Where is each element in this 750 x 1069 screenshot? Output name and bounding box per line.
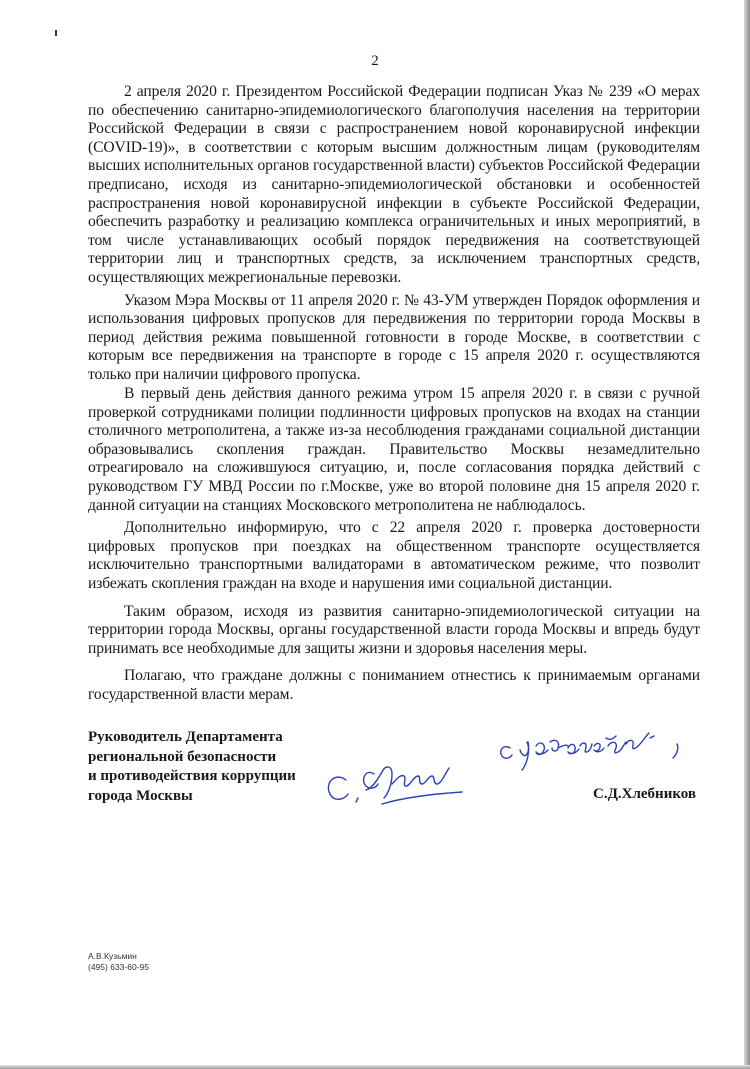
corner-mark bbox=[55, 30, 57, 36]
paragraph-decree-239: 2 апреля 2020 г. Президентом Российской Федерации подписан Указ № 239 «О мерах по обеспечению санитарно-эпидемиологического благополучия населения на территории Российской Федерации в связи с распространением новой коронавирусной инфекции (COVID-19)», в соответствии с которым высшим должностным лицам (руководителям высших исполнительных органов государственной власти) субъектов Российской Федерации предписано, исходя из санитарно-эпидемиологической обстановки и особенностей распространения новой коронавирусной инфекции в субъекте Российской Федерации, обеспечить разработку и реализацию комплекса ограничительных и иных мероприятий, в том числе устанавливающих особый порядок передвижения на соответствующей территории лиц и транспортных средств, за исключением транспортных средств, осуществляющих межрегиональные перевозки. bbox=[88, 83, 700, 286]
signatory-title-line: и противодействия коррупции bbox=[88, 768, 296, 784]
page-bottom-shadow bbox=[0, 1065, 750, 1069]
signatory-title-line: города Москвы bbox=[88, 787, 193, 804]
executor-name: А.В.Кузьмин bbox=[88, 951, 137, 961]
executor-phone: (495) 633-60-95 bbox=[88, 962, 149, 972]
signatory-title-line: Руководитель Департамента bbox=[88, 729, 283, 745]
executor-info bbox=[88, 951, 149, 973]
signatory-title-line: региональной безопасности bbox=[88, 748, 277, 765]
paragraph-mayor-decree: Указом Мэра Москвы от 11 апреля 2020 г. № 43-УМ утвержден Порядок оформления и использования цифровых пропусков для передвижения по территории города Москвы в период действия режима повышенной готовности в городе Москве, в соответствии с которым все передвижения на транспорте в городе с 15 апреля 2020 г. осуществляются только при наличии цифрового пропуска. bbox=[88, 291, 700, 383]
page-number: 2 bbox=[371, 53, 379, 69]
paragraph-first-day: В первый день действия данного режима утром 15 апреля 2020 г. в связи с ручной проверкой сотрудниками полиции подлинности цифровых пропусков на входах на станции столичного метрополитена, а также из-за несоблюдения гражданами социальной дистанции образовывались скопления граждан. Правительство Москвы незамедлительно отреагировало на сложившуюся ситуацию, и, после согласования порядка действий с руководством ГУ МВД России по г.Москве, уже во второй половине дня 15 апреля 2020 г. данной ситуации на станциях Московского метрополитена не наблюдалось. bbox=[88, 385, 700, 514]
signatory-title bbox=[88, 728, 348, 806]
paragraph-closing: Полагаю, что граждане должны с пониманием отнестись к принимаемым органами государственной власти мерам. bbox=[88, 667, 700, 703]
signer-name: С.Д.Хлебников bbox=[593, 786, 697, 802]
paragraph-conclusion: Таким образом, исходя из развития санитарно-эпидемиологической ситуации на территории города Москвы, органы государственной власти города Москвы и впредь будут принимать все необходимые для защиты жизни и здоровья населения меры. bbox=[88, 602, 700, 657]
paragraph-validators: Дополнительно информирую, что с 22 апреля 2020 г. проверка достоверности цифровых пропусков при поездках на общественном транспорте осуществляется исключительно транспортными валидаторами в автоматическом режиме, что позволит избежать скопления граждан на входе и нарушения ими социальной дистанции. bbox=[88, 519, 700, 592]
handwritten-signature bbox=[322, 730, 702, 820]
letter-body bbox=[88, 83, 700, 705]
page-edge-shadow bbox=[744, 0, 750, 1069]
